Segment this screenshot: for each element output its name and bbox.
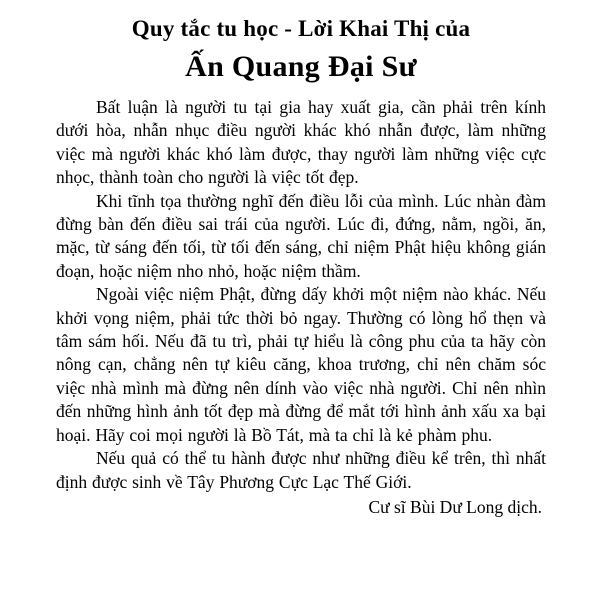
paragraph-4: Nếu quả có thể tu hành được như những điều kể trên, thì nhất định được sinh về Tây Phương Cực Lạc Thế Giới.	[56, 448, 546, 492]
paragraph-2: Khi tĩnh tọa thường nghĩ đến điều lỗi của mình. Lúc nhàn đàm đừng bàn đến điều sai trái của người. Lúc đi, đứng, nằm, ngồi, ăn, mặc, từ sáng đến tối, từ tối đến sáng, chỉ niệm Phật hiệu không gián đoạn, hoặc niệm nho nhỏ, hoặc niệm thầm.	[56, 190, 546, 281]
document-title-line1: Quy tắc tu học - Lời Khai Thị của	[131, 16, 471, 41]
paragraph-3: Ngoài việc niệm Phật, đừng dấy khởi một niệm nào khác. Nếu khởi vọng niệm, phải tức thời bỏ ngay. Thường có lòng hổ thẹn và tâm sám hối. Nếu đã tu trì, phải tự hiểu là công phu của ta hãy còn nông cạn, chẳng nên tự kiêu căng, khoa trương, chỉ nên chăm sóc việc nhà mình mà đừng nên dính vào việc nhà người. Chỉ nên nhìn đến những hình ảnh tốt đẹp mà đừng để mắt tới hình ảnh xấu xa bại hoại. Hãy coi mọi người là Bồ Tát, mà ta chỉ là kẻ phàm phu.	[56, 284, 546, 445]
paragraph-1: Bất luận là người tu tại gia hay xuất gia, cần phải trên kính dưới hòa, nhẫn nhục điều người khác khó nhẫn được, làm những việc mà người khác khó làm được, thay người làm những việc cực nhọc, thành toàn cho người là việc tốt đẹp.	[56, 97, 546, 188]
document-title-line2: Ấn Quang Đại Sư	[185, 50, 417, 83]
translator-signature: Cư sĩ Bùi Dư Long dịch.	[368, 496, 542, 517]
